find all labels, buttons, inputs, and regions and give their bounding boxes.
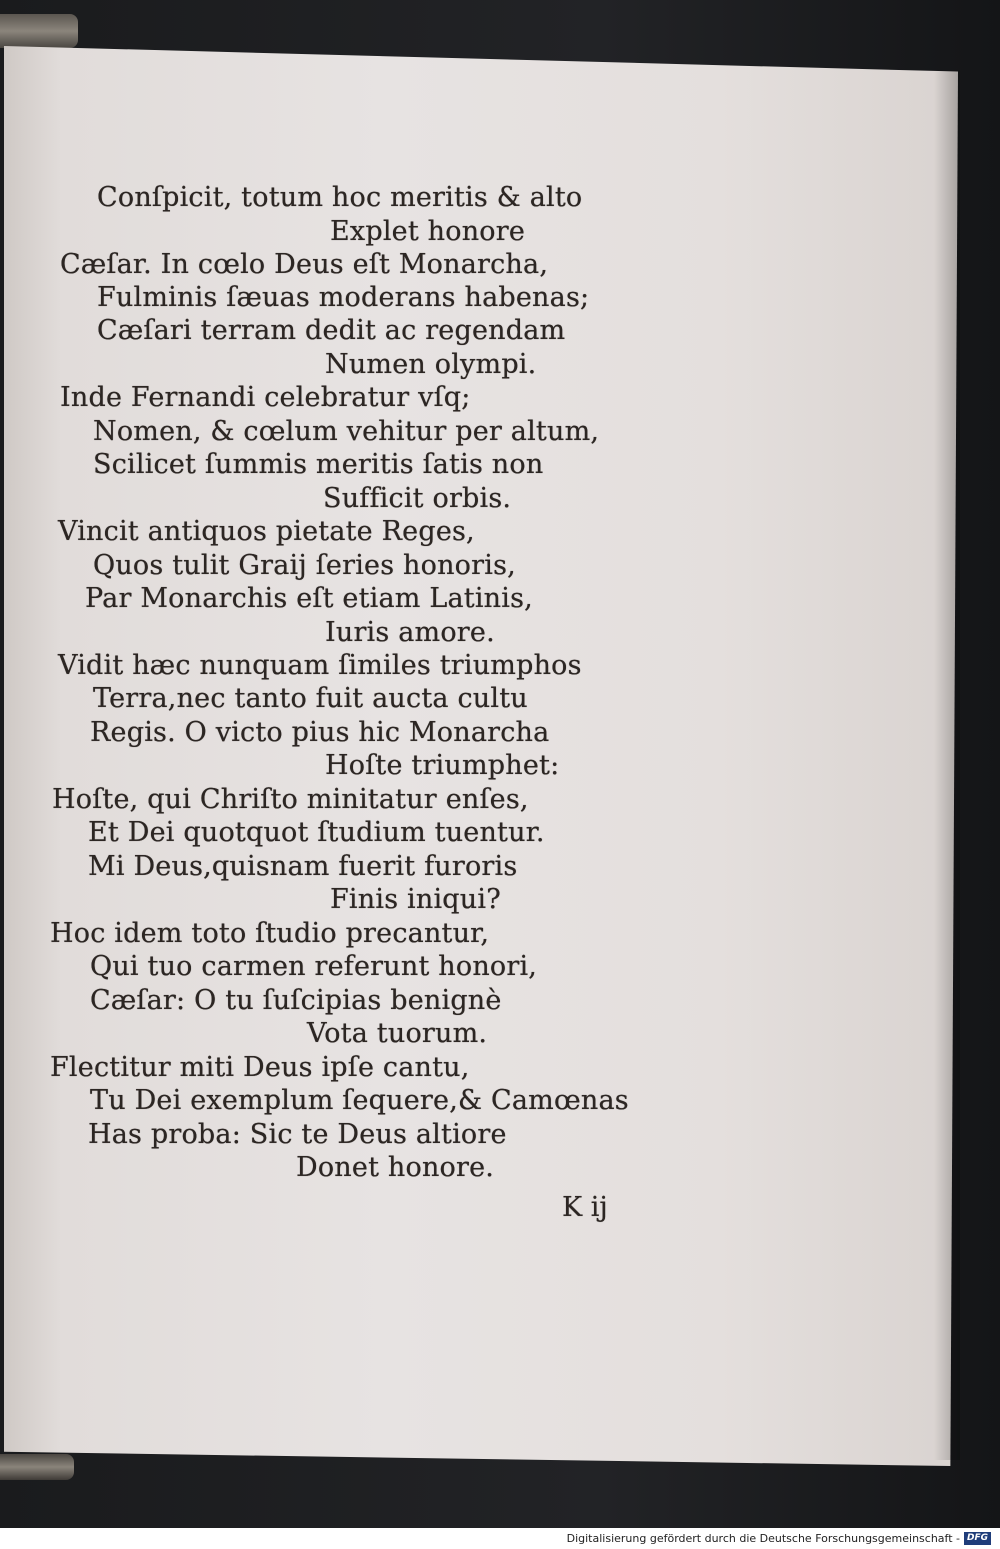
book-spine-bottom: [0, 1454, 74, 1480]
poem-line: Cæſar: O tu ſuſcipias benignè: [90, 985, 502, 1016]
poem-line: Conſpicit, totum hoc meritis & alto: [97, 182, 583, 213]
dfg-logo-icon: DFG: [964, 1532, 991, 1545]
poem-line: Regis. O victo pius hic Monarcha: [90, 717, 550, 748]
poem-line: Par Monarchis eſt etiam Latinis,: [85, 583, 533, 614]
poem-line: Donet honore.: [296, 1152, 495, 1183]
poem-line: Quos tulit Graij ſeries honoris,: [93, 550, 516, 581]
poem-line: Has proba: Sic te Deus altiore: [88, 1119, 507, 1150]
poem-line: Tu Dei exemplum ſequere,& Camœnas: [90, 1085, 629, 1116]
signature-mark: K ij: [562, 1192, 608, 1223]
poem-line: Flectitur miti Deus ipſe cantu,: [50, 1052, 470, 1083]
poem-line: Cæſar. In cœlo Deus eſt Monarcha,: [60, 249, 549, 280]
poem-line: Numen olympi.: [325, 349, 537, 380]
poem-line: Iuris amore.: [325, 617, 495, 648]
poem-line: Vidit hæc nunquam ſimiles triumphos: [58, 650, 582, 681]
poem-line: Mi Deus,quisnam fuerit furoris: [88, 851, 518, 882]
poem-line: Qui tuo carmen referunt honori,: [90, 951, 538, 982]
poem-line: Finis iniqui?: [330, 884, 501, 915]
book-spine-top: [0, 14, 78, 48]
poem-line: Vota tuorum.: [307, 1018, 488, 1049]
footer-credit-text: Digitalisierung gefördert durch die Deutsche Forschungsgemeinschaft -: [566, 1532, 960, 1545]
poem-line: Fulminis ſæuas moderans habenas;: [97, 282, 590, 313]
poem-line: Explet honore: [330, 216, 526, 247]
poem-line: Hoſte triumphet:: [325, 750, 560, 781]
poem-line: Sufficit orbis.: [323, 483, 512, 514]
poem-line: Et Dei quotquot ſtudium tuentur.: [88, 817, 545, 848]
poem-line: Scilicet ſummis meritis ſatis non: [93, 449, 544, 480]
poem-line: Inde Fernandi celebratur vſq;: [60, 382, 471, 413]
poem-line: Hoc idem toto ſtudio precantur,: [50, 918, 490, 949]
poem-line: Vincit antiquos pietate Reges,: [58, 516, 475, 547]
page-edge-shadow: [934, 70, 960, 1460]
poem-line: Nomen, & cœlum vehitur per altum,: [93, 416, 600, 447]
footer-bar: [0, 1528, 1000, 1549]
poem-line: Hoſte, qui Chriſto minitatur enſes,: [52, 784, 529, 815]
poem-line: Cæſari terram dedit ac regendam: [97, 315, 566, 346]
poem-line: Terra,nec tanto fuit aucta cultu: [93, 683, 528, 714]
